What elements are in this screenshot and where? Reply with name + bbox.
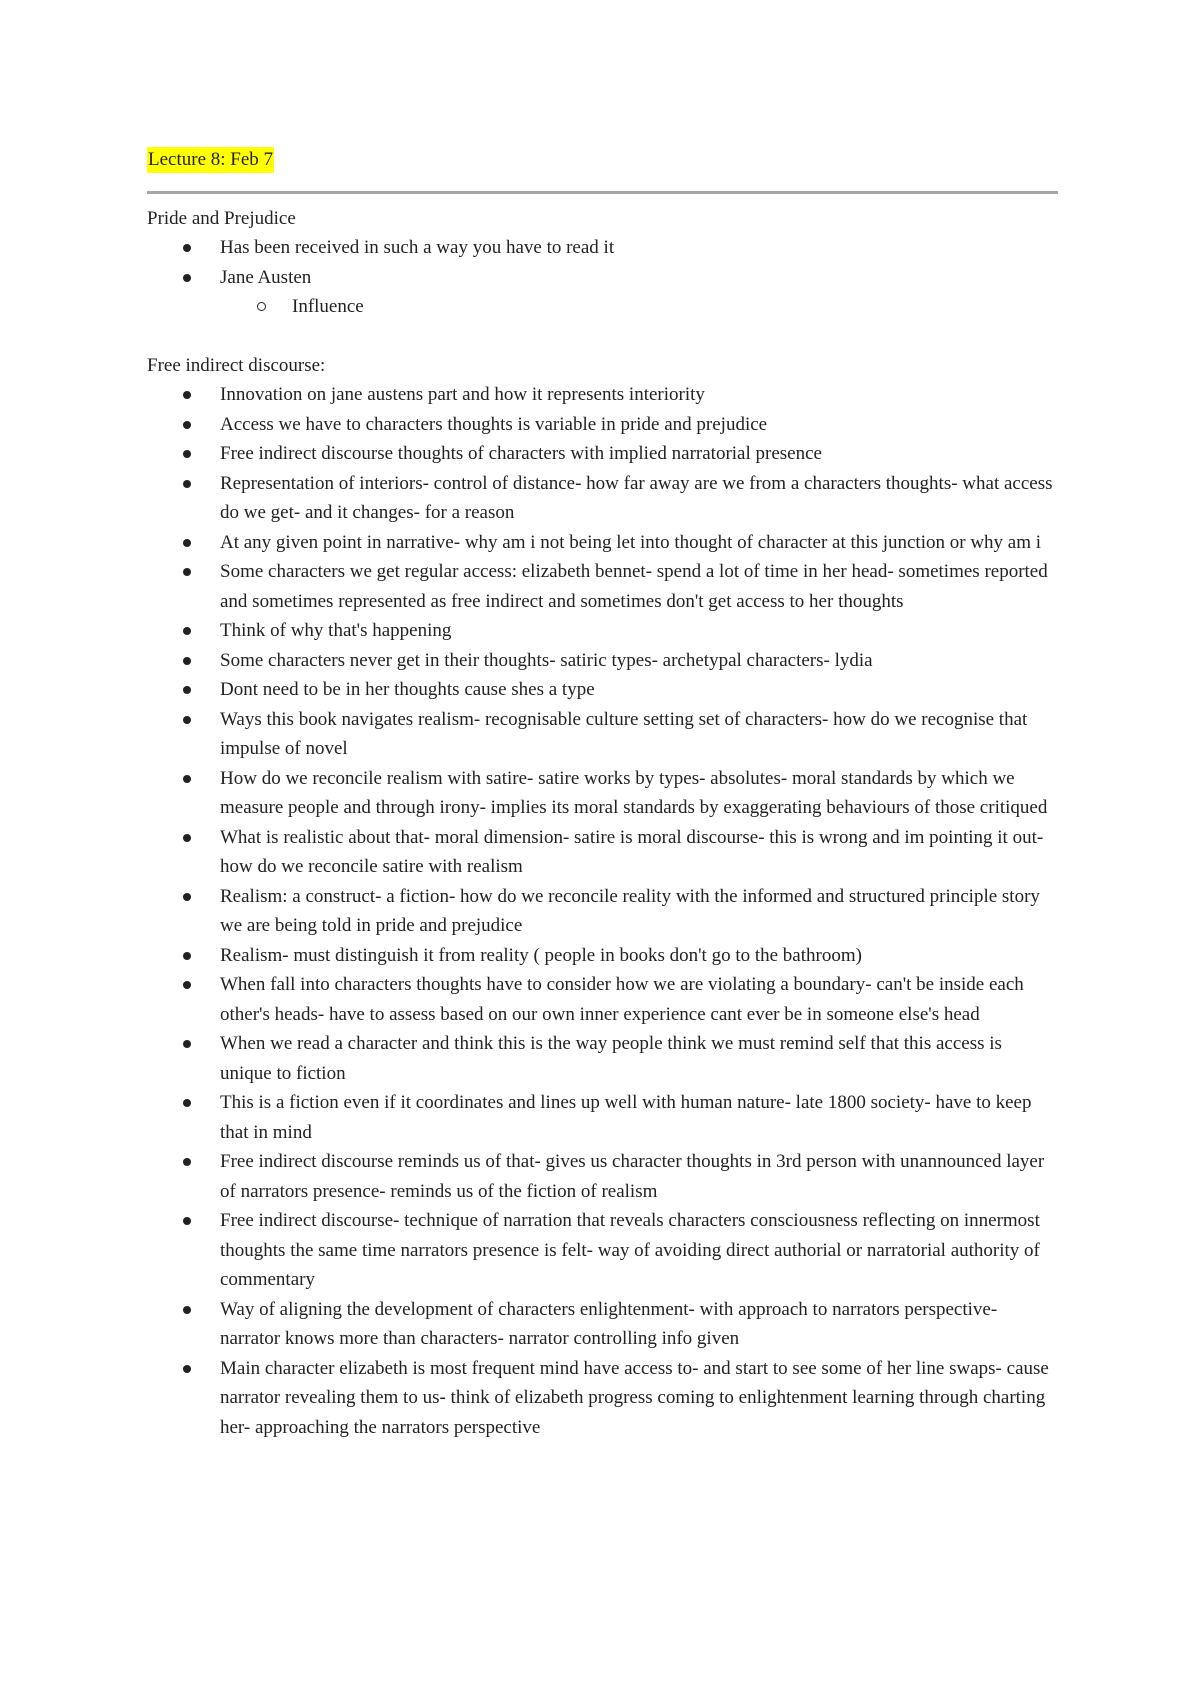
horizontal-rule: [147, 191, 1058, 194]
filled-bullet-icon: [183, 1217, 191, 1225]
list-item: [147, 764, 1058, 823]
list-item-text: How do we reconcile realism with satire- satire works by types- absolutes- moral standards by which we measure people and through irony- implies its moral standards by exaggerating behaviours of those critiqued: [220, 767, 1048, 818]
filled-bullet-icon: [183, 834, 191, 842]
list-item-text: Some characters we get regular access: elizabeth bennet- spend a lot of time in her head- sometimes reported and sometimes represented as free indirect and sometimes don't get access to her thoughts: [220, 561, 1048, 612]
list-item-text: Jane Austen: [220, 266, 312, 288]
list-item: [147, 1295, 1058, 1354]
section-heading-pride-and-prejudice: Pride and Prejudice: [147, 208, 296, 229]
list-item: [147, 1147, 1058, 1206]
list-item-text: When fall into characters thoughts have to consider how we are violating a boundary- can't be inside each other's heads- have to assess based on our own inner experience cant ever be in someone else's head: [220, 974, 1024, 1025]
list-item: [147, 823, 1058, 882]
list-item-text: Realism- must distinguish it from reality ( people in books don't go to the bathroom): [220, 944, 862, 966]
filled-bullet-icon: [183, 1306, 191, 1314]
list-item: [147, 469, 1058, 528]
list-item: [147, 1088, 1058, 1147]
filled-bullet-icon: [183, 450, 191, 458]
list-item-text: Innovation on jane austens part and how it represents interiority: [220, 384, 705, 405]
list-item-text: Dont need to be in her thoughts cause shes a type: [220, 679, 595, 700]
list-item-text: Ways this book navigates realism- recognisable culture setting set of characters- how do we recognise that impulse of novel: [220, 708, 1028, 759]
filled-bullet-icon: [183, 657, 191, 665]
sub-list-item: [147, 292, 1130, 322]
filled-bullet-icon: [183, 952, 191, 960]
list-item-text: Some characters never get in their thoughts- satiric types- archetypal characters- lydia: [220, 649, 873, 671]
list-item-text: Think of why that's happening: [220, 620, 452, 641]
hollow-bullet-icon: [257, 302, 266, 311]
list-item-text: Access we have to characters thoughts is variable in pride and prejudice: [220, 413, 768, 435]
section-heading-free-indirect-discourse: Free indirect discourse:: [147, 355, 326, 376]
list-item-text: Free indirect discourse reminds us of that- gives us character thoughts in 3rd person with unannounced layer of narrators presence- reminds us of the fiction of realism: [220, 1151, 1045, 1202]
filled-bullet-icon: [183, 421, 191, 429]
filled-bullet-icon: [183, 627, 191, 635]
lecture-title: Lecture 8: Feb 7: [147, 147, 274, 173]
filled-bullet-icon: [183, 981, 191, 989]
filled-bullet-icon: [183, 686, 191, 694]
list-item: [147, 263, 1058, 293]
filled-bullet-icon: [183, 244, 191, 252]
bullet-list-pride-and-prejudice: [147, 233, 1130, 322]
list-item: [147, 882, 1058, 941]
filled-bullet-icon: [183, 539, 191, 547]
filled-bullet-icon: [183, 716, 191, 724]
list-item-text: Main character elizabeth is most frequent mind have access to- and start to see some of her line swaps- cause narrator revealing them to us- think of elizabeth progress coming to enlightenment learning through charting her- approaching the narrators perspective: [220, 1357, 1049, 1438]
filled-bullet-icon: [183, 391, 191, 399]
list-item: [147, 528, 1058, 558]
filled-bullet-icon: [183, 775, 191, 783]
list-item-text: Free indirect discourse- technique of narration that reveals characters consciousness reflecting on innermost thoughts the same time narrators presence is felt- way of avoiding direct authorial or narratorial authority of commentary: [220, 1210, 1040, 1290]
list-item: [147, 675, 1058, 705]
list-item: [147, 616, 1058, 646]
filled-bullet-icon: [183, 893, 191, 901]
list-item-text: Way of aligning the development of characters enlightenment- with approach to narrators perspective- narrator knows more than characters- narrator controlling info given: [220, 1298, 998, 1349]
list-item-text: At any given point in narrative- why am i not being let into thought of character at this junction or why am i: [220, 531, 1042, 553]
list-item-text: When we read a character and think this is the way people think we must remind self that this access is unique to fiction: [220, 1033, 1002, 1084]
filled-bullet-icon: [183, 480, 191, 488]
list-item-text: Has been received in such a way you have to read it: [220, 237, 615, 258]
filled-bullet-icon: [183, 1099, 191, 1107]
list-item: [147, 1354, 1058, 1443]
list-item-text: Representation of interiors- control of distance- how far away are we from a characters thoughts- what access do we get- and it changes- for a reason: [220, 472, 1053, 523]
list-item-text: This is a fiction even if it coordinates and lines up well with human nature- late 1800 society- have to keep that in mind: [220, 1092, 1032, 1143]
list-item-text: Free indirect discourse thoughts of characters with implied narratorial presence: [220, 443, 822, 464]
filled-bullet-icon: [183, 1158, 191, 1166]
list-item: [147, 705, 1058, 764]
filled-bullet-icon: [183, 568, 191, 576]
list-item: [147, 1029, 1058, 1088]
bullet-list-free-indirect-discourse: [147, 380, 1058, 1442]
list-item: [147, 233, 1058, 263]
list-item: [147, 1206, 1058, 1295]
list-item: [147, 941, 1058, 971]
filled-bullet-icon: [183, 274, 191, 282]
list-item: [147, 646, 1058, 676]
list-item: [147, 970, 1058, 1029]
list-item-text: Influence: [292, 296, 364, 317]
filled-bullet-icon: [183, 1365, 191, 1373]
filled-bullet-icon: [183, 1040, 191, 1048]
list-item-text: What is realistic about that- moral dimension- satire is moral discourse- this is wrong and im pointing it out- how do we reconcile satire with realism: [220, 826, 1044, 877]
list-item: [147, 410, 1058, 440]
list-item: [147, 439, 1058, 469]
list-item: [147, 557, 1058, 616]
list-item-text: Realism: a construct- a fiction- how do we reconcile reality with the informed and structured principle story we are being told in pride and prejudice: [220, 885, 1040, 936]
list-item: [147, 380, 1058, 410]
